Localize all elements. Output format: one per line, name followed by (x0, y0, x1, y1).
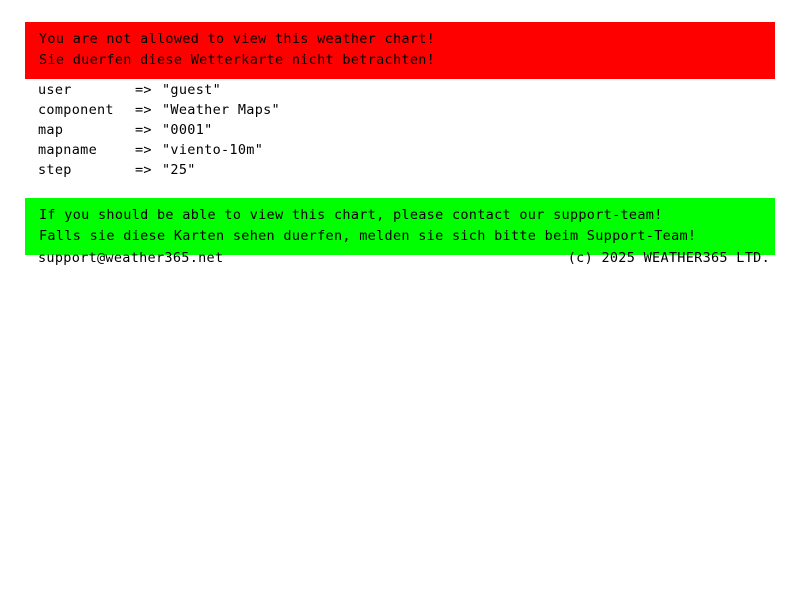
param-arrow-map: => (135, 122, 152, 138)
request-parameters-list (38, 80, 280, 180)
param-row-user (38, 80, 280, 100)
param-value-step: "25" (162, 162, 196, 178)
access-denied-message-de: Sie duerfen diese Wetterkarte nicht betrachten! (39, 52, 436, 68)
param-value-user: "guest" (162, 82, 221, 98)
param-value-mapname: "viento-10m" (162, 142, 264, 158)
param-row-component (38, 100, 280, 120)
support-message-de: Falls sie diese Karten sehen duerfen, melden sie sich bitte beim Support-Team! (39, 228, 697, 244)
param-key-mapname: mapname (38, 142, 97, 158)
page-footer (38, 250, 770, 266)
param-row-map (38, 120, 280, 140)
support-contact-banner (25, 198, 775, 255)
param-row-mapname (38, 140, 280, 160)
support-message-en: If you should be able to view this chart, please contact our support-team! (39, 207, 663, 223)
param-arrow-mapname: => (135, 142, 152, 158)
access-denied-message-en: You are not allowed to view this weather chart! (39, 31, 436, 47)
param-key-user: user (38, 82, 72, 98)
param-key-step: step (38, 162, 72, 178)
param-arrow-component: => (135, 102, 152, 118)
param-arrow-user: => (135, 82, 152, 98)
param-arrow-step: => (135, 162, 152, 178)
param-key-map: map (38, 122, 64, 138)
param-value-component: "Weather Maps" (162, 102, 280, 118)
access-denied-banner (25, 22, 775, 79)
copyright-notice: (c) 2025 WEATHER365 LTD. (567, 250, 770, 266)
param-value-map: "0001" (162, 122, 213, 138)
support-email-link[interactable]: support@weather365.net (38, 250, 224, 266)
param-key-component: component (38, 102, 114, 118)
param-row-step (38, 160, 280, 180)
